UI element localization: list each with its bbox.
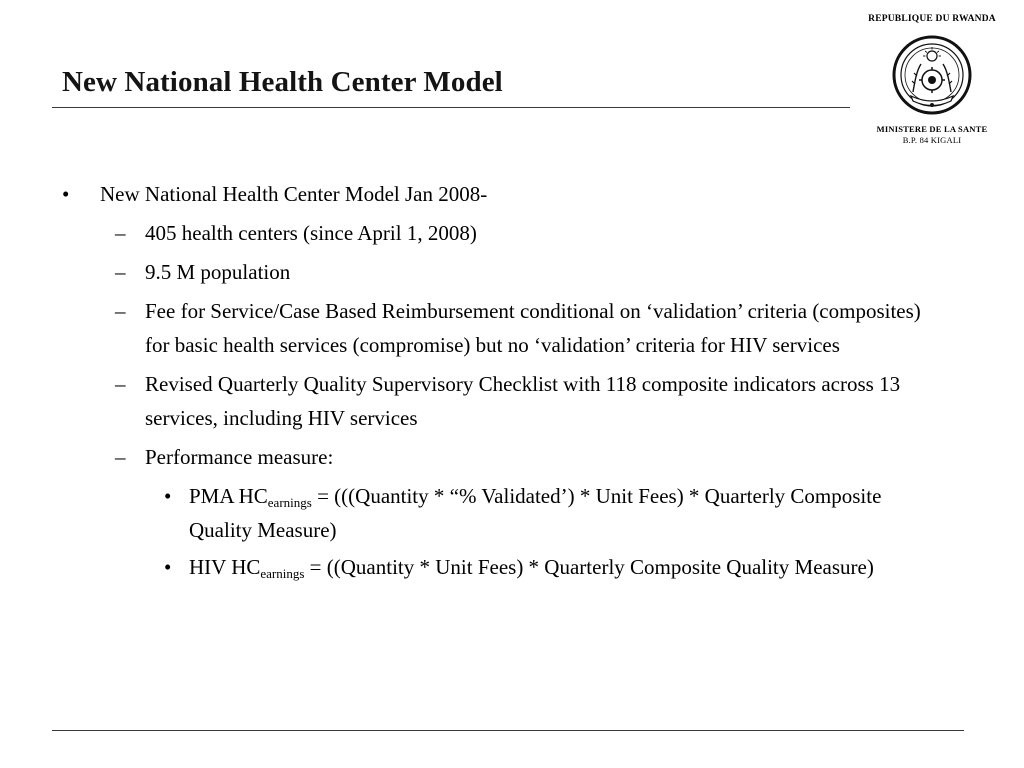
emblem-address: B.P. 84 KIGALI [902, 135, 962, 145]
dash-marker: – [115, 221, 126, 245]
sub-bullet-item [115, 216, 940, 250]
sub-bullet-item [115, 255, 940, 289]
sub-bullet-item [115, 440, 940, 474]
pma-expression: = (((Quantity * “% Validated’) * Unit Fees) * Quarterly Composite Quality Measure) [189, 484, 882, 542]
emblem-country-name: REPUBLIQUE DU RWANDA [868, 14, 996, 24]
hiv-prefix: HIV HC [189, 555, 261, 579]
dash-marker: – [115, 260, 126, 284]
sub-bullet-fee-for-service: Fee for Service/Case Based Reimbursement conditional on ‘validation’ criteria (composites) for basic health services (compromise) but no ‘validation’ criteria for HIV services [145, 299, 921, 357]
footer-rule [52, 730, 964, 731]
slide-body [60, 177, 940, 587]
dash-marker: – [115, 299, 126, 323]
sub-bullet-checklist: Revised Quarterly Quality Supervisory Checklist with 118 composite indicators across 13 services, including HIV services [145, 372, 901, 430]
pma-formula [189, 479, 940, 547]
sub-bullet-performance-measure: Performance measure: [145, 445, 334, 469]
bullet-marker: • [164, 555, 172, 579]
bullet-item [60, 177, 940, 211]
dash-marker: – [115, 372, 126, 396]
pma-prefix: PMA HC [189, 484, 268, 508]
slide-title: New National Health Center Model [62, 66, 503, 98]
bullet-marker: • [62, 182, 70, 206]
formula-item [164, 550, 940, 584]
hiv-subscript: earnings [260, 566, 305, 581]
bullet-text: New National Health Center Model Jan 2008- [100, 182, 488, 206]
sub-bullet-item [115, 294, 940, 362]
ministry-emblem [862, 14, 1002, 145]
sub-bullet-item [115, 367, 940, 435]
sub-bullet-population: 9.5 M population [145, 260, 291, 284]
formula-item [164, 479, 940, 547]
coat-of-arms-seal-icon [891, 34, 973, 116]
title-underline [52, 107, 850, 108]
hiv-formula [189, 550, 940, 584]
bullet-marker: • [164, 484, 172, 508]
emblem-ministry-name: MINISTERE DE LA SANTE [876, 124, 988, 134]
hiv-expression: = ((Quantity * Unit Fees) * Quarterly Composite Quality Measure) [304, 555, 874, 579]
pma-subscript: earnings [267, 495, 312, 510]
dash-marker: – [115, 445, 126, 469]
sub-bullet-health-centers: 405 health centers (since April 1, 2008) [145, 221, 477, 245]
